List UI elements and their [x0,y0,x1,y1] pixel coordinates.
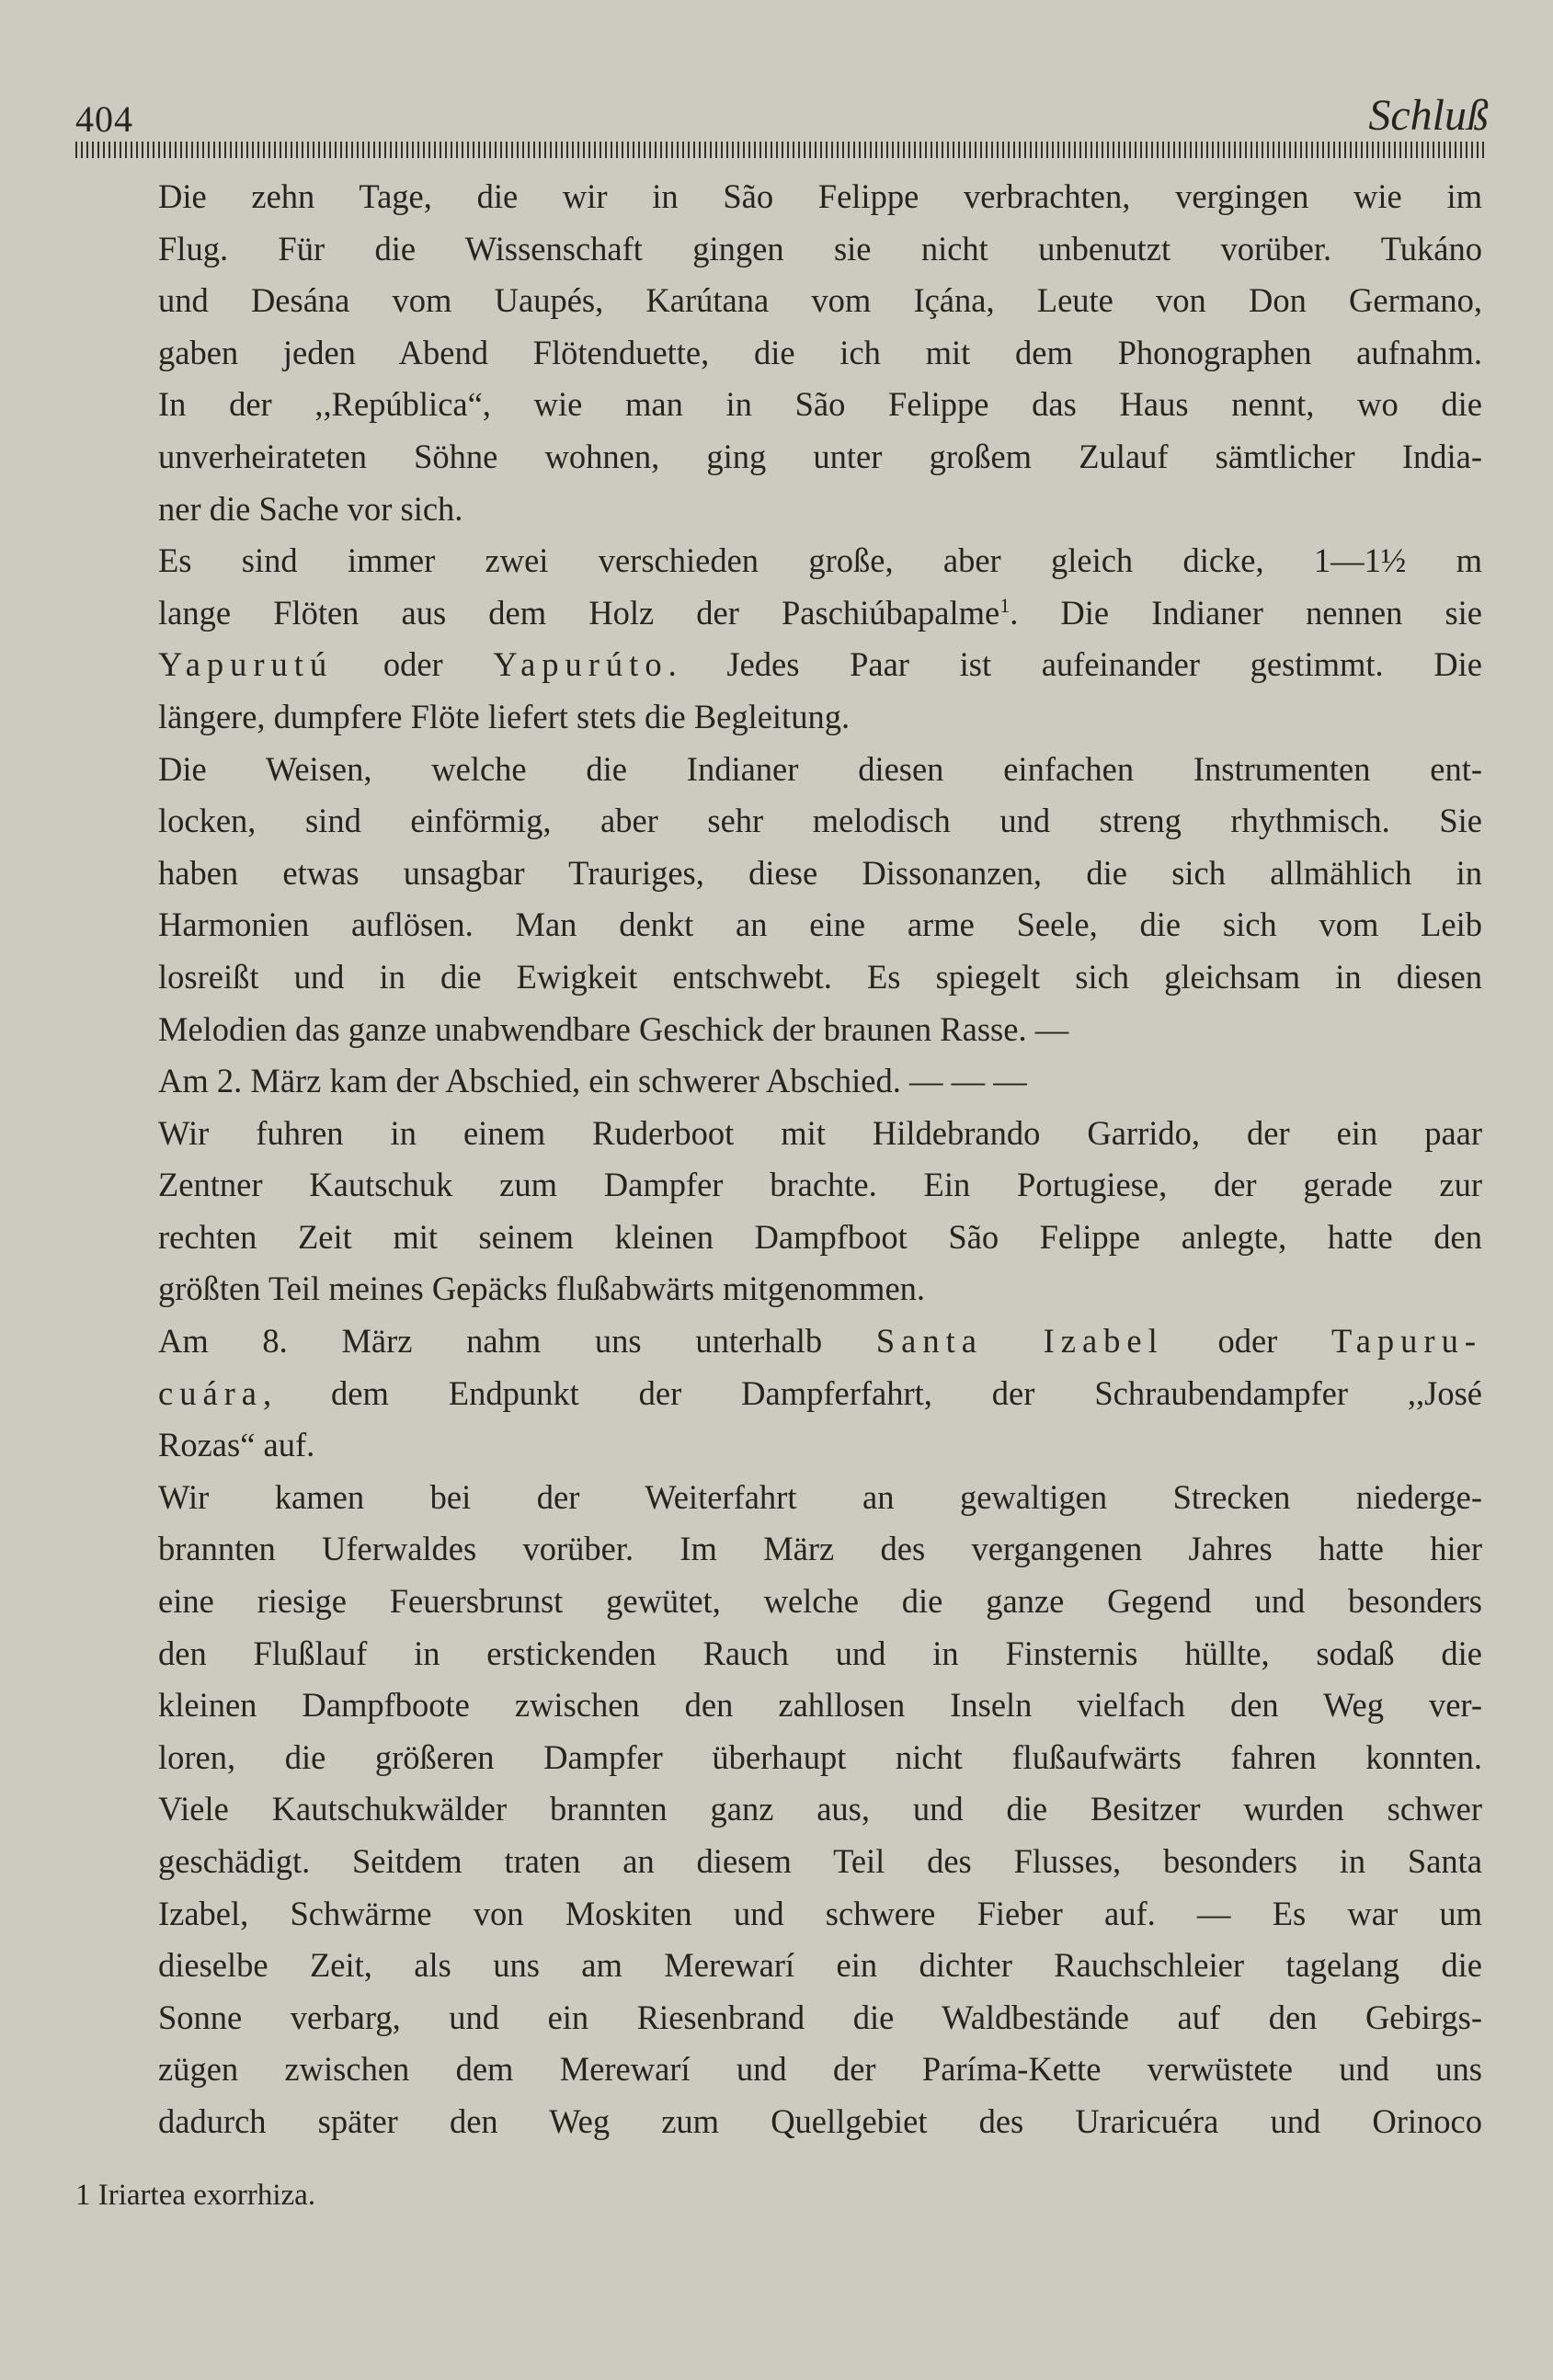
text-line: Flug. Für die Wissenschaft gingen sie nicht unbenutzt vorüber. Tukáno [158,229,1482,268]
text-line: ner die Sache vor sich. [158,489,463,528]
paragraph [75,1055,1482,1108]
text-line: Die zehn Tage, die wir in São Felippe verbrachten, vergingen wie im [158,177,1482,215]
text-line: größten Teil meines Gepäcks flußabwärts mitgenommen. [158,1270,926,1308]
footnote [75,2179,315,2213]
ornamental-rule [75,142,1487,158]
text-line [75,1368,1482,1420]
page-number: 404 [75,98,133,140]
text-fragment: lange Flöten aus dem Holz der Paschiúbapalme [158,593,1000,632]
footnote-text: Iriartea exorrhiza. [90,2179,316,2212]
text-line: brannten Uferwaldes vorüber. Im März des vergangenen Jahres hatte hier [158,1530,1482,1568]
body-text [75,171,1482,2148]
text-fragment: oder [1163,1322,1331,1361]
text-line: den Flußlauf in erstickenden Rauch und in Finsternis hüllte, sodaß die [158,1634,1482,1672]
paragraph [75,1108,1482,1315]
text-fragment: oder [333,645,494,684]
text-line: Izabel, Schwärme von Moskiten und schwere Fieber auf. — Es war um [158,1894,1482,1932]
spaced-term: Yapurúto [493,645,668,684]
text-line: Die Weisen, welche die Indianer diesen einfachen Instrumenten ent- [158,749,1482,788]
footnote-mark: 1 [75,2179,91,2212]
text-line: rechten Zeit mit seinem kleinen Dampfboot São Felippe anlegte, hatte den [158,1217,1482,1256]
text-line: unverheirateten Söhne wohnen, ging unter großem Zulauf sämtlicher India- [158,437,1482,475]
spaced-term: cuára [158,1373,264,1412]
text-line: Harmonien auflösen. Man denkt an eine arme Seele, die sich vom Leib [158,905,1482,944]
text-fragment: . Jedes Paar ist aufeinander gestimmt. Die [668,645,1482,684]
text-line: eine riesige Feuersbrunst gewütet, welche die ganze Gegend und besonders [158,1582,1482,1621]
text-line: geschädigt. Seitdem traten an diesem Teil des Flusses, besonders in Santa [158,1842,1482,1880]
text-line: haben etwas unsagbar Trauriges, diese Dissonanzen, die sich allmählich in [158,853,1482,892]
paragraph [75,744,1482,1056]
text-line: loren, die größeren Dampfer überhaupt nicht flußaufwärts fahren konnten. [158,1737,1482,1776]
text-line: Wir fuhren in einem Ruderboot mit Hildebrando Garrido, der ein paar [158,1113,1482,1152]
text-line [75,639,1482,691]
paragraph [75,1315,1482,1472]
text-line: In der ,,República“, wie man in São Felippe das Haus nennt, wo die [158,385,1482,424]
text-fragment: Am 8. März nahm uns unterhalb [158,1322,823,1361]
text-line: zügen zwischen dem Merewarí und der Paríma-Kette verwüstete und uns [158,2050,1482,2089]
paragraph [75,171,1482,535]
text-line: gaben jeden Abend Flötenduette, die ich mit dem Phonographen aufnahm. [158,333,1482,371]
text-line: und Desána vom Uaupés, Karútana vom Içána, Leute von Don Germano, [158,281,1482,320]
spaced-term: Tapuru- [1330,1322,1482,1361]
text-line: Am 2. März kam der Abschied, ein schwerer Abschied. — — — [158,1062,1027,1100]
running-head: Schluß [1368,91,1489,140]
text-line: Zentner Kautschuk zum Dampfer brachte. Ein Portugiese, der gerade zur [158,1166,1482,1204]
text-line: Es sind immer zwei verschieden große, aber gleich dicke, 1—1½ m [158,541,1482,580]
text-line: Melodien das ganze unabwendbare Geschick der braunen Rasse. — [158,1009,1069,1048]
text-line [75,1315,1482,1368]
text-line: dadurch später den Weg zum Quellgebiet des Uraricuéra und Orinoco [158,2101,1482,2140]
spaced-term: Santa Izabel [875,1322,1164,1361]
text-line: locken, sind einförmig, aber sehr melodisch und streng rhythmisch. Sie [158,802,1482,840]
text-line [75,587,1482,640]
text-line: längere, dumpfere Flöte liefert stets die Begleitung. [158,697,851,735]
text-fragment: , dem Endpunkt der Dampferfahrt, der Schraubendampfer ,,José [263,1373,1482,1412]
text-line: Sonne verbarg, und ein Riesenbrand die Waldbestände auf den Gebirgs- [158,1998,1482,2036]
text-line: Rozas“ auf. [158,1426,315,1464]
text-line: Wir kamen bei der Weiterfahrt an gewaltigen Strecken niederge- [158,1477,1482,1516]
text-line: dieselbe Zeit, als uns am Merewarí ein dichter Rauchschleier tagelang die [158,1946,1482,1985]
text-line: kleinen Dampfboote zwischen den zahllosen Inseln vielfach den Weg ver- [158,1686,1482,1725]
paragraph [75,535,1482,743]
text-line: losreißt und in die Ewigkeit entschwebt. Es spiegelt sich gleichsam in diesen [158,957,1482,996]
text-line: Viele Kautschukwälder brannten ganz aus, und die Besitzer wurden schwer [158,1790,1482,1828]
paragraph [75,1472,1482,2148]
spaced-term: Yapurutú [158,645,334,684]
footnote-reference: 1 [999,593,1011,617]
text-fragment: . Die Indianer nennen sie [1010,593,1483,632]
